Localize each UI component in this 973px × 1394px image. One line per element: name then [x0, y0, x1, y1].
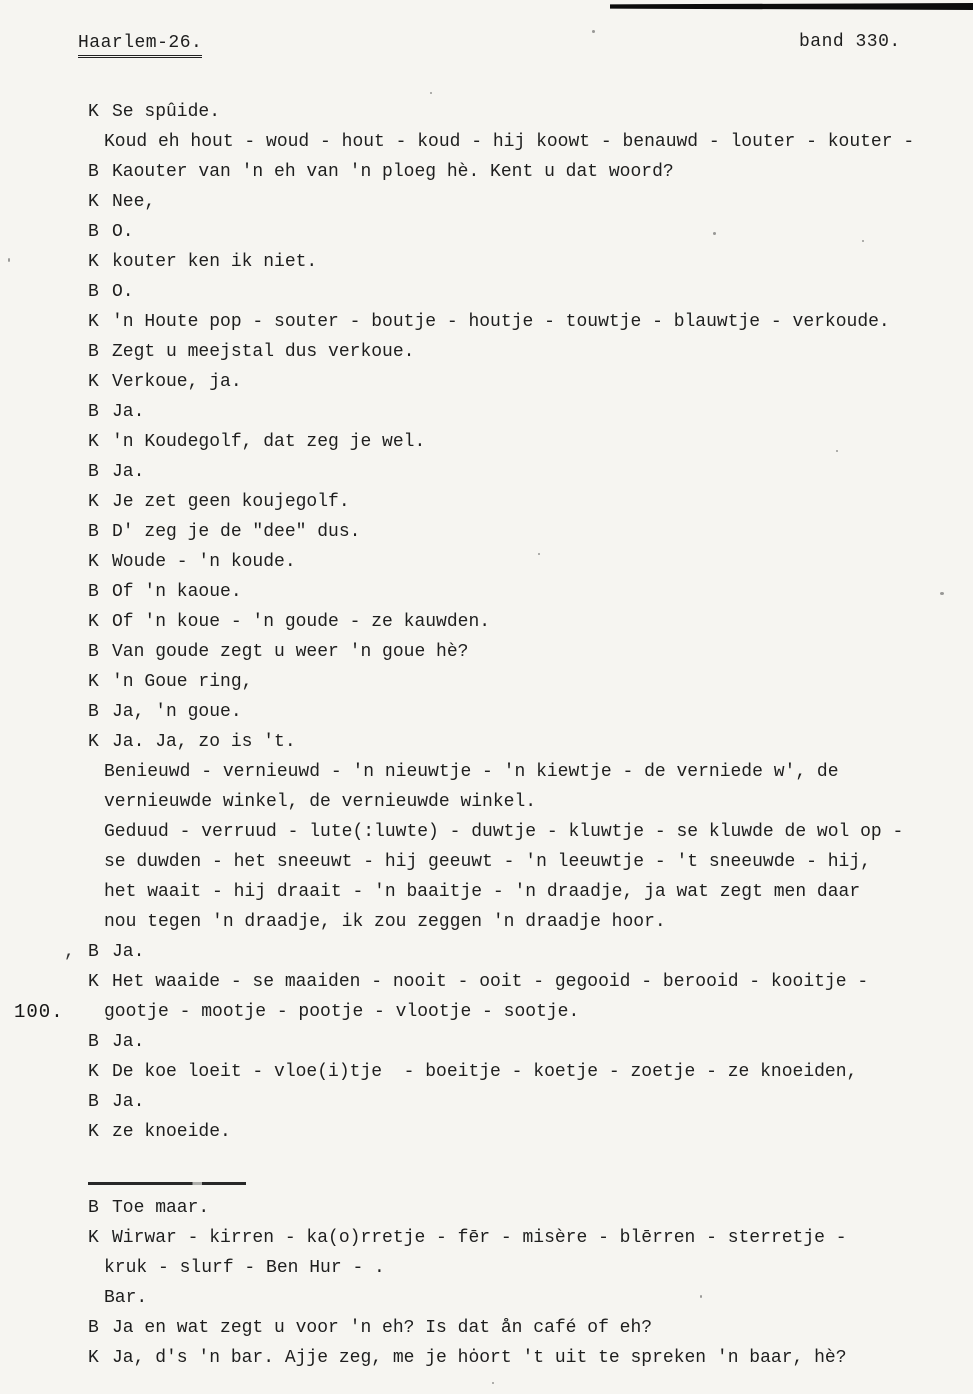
utterance-text: O.: [112, 282, 134, 302]
scan-speck: [862, 240, 864, 242]
speaker-label: B: [88, 342, 99, 362]
speaker-label: B: [88, 222, 99, 242]
utterance-text: Ja.: [112, 402, 145, 422]
speaker-label: B: [88, 702, 99, 722]
scan-speck: [430, 92, 432, 94]
utterance-text: Ja, 'n goue.: [112, 702, 242, 722]
dialogue-line: [0, 1253, 973, 1283]
speaker-label: K: [88, 1228, 99, 1248]
utterance-text: Ja en wat zegt u voor 'n eh? Is dat ån café of eh?: [112, 1318, 653, 1338]
dialogue-line: [0, 877, 973, 907]
utterance-text: het waait - hij draait - 'n baaitje - 'n draadje, ja wat zegt men daar: [104, 882, 861, 902]
speaker-label: B: [88, 1092, 99, 1112]
speaker-label: B: [88, 462, 99, 482]
utterance-text: Bar.: [104, 1288, 148, 1308]
scan-ink-artifact: ,: [64, 942, 75, 962]
scan-speck: [492, 1382, 494, 1384]
speaker-label: B: [88, 1032, 99, 1052]
dialogue-line: [0, 1343, 973, 1373]
utterance-text: Kaouter van 'n eh van 'n ploeg hè. Kent u dat woord?: [112, 162, 674, 182]
speaker-label: K: [88, 672, 99, 692]
scan-speck: [940, 592, 944, 595]
utterance-text: Woude - 'n koude.: [112, 552, 296, 572]
utterance-text: ze knoeide.: [112, 1122, 231, 1142]
dialogue-line: [0, 967, 973, 997]
speaker-label: B: [88, 1318, 99, 1338]
utterance-text: nou tegen 'n draadje, ik zou zeggen 'n draadje hoor.: [104, 912, 666, 932]
dialogue-line: [0, 817, 973, 847]
utterance-text: D' zeg je de "dee" dus.: [112, 522, 361, 542]
speaker-label: K: [88, 1122, 99, 1142]
utterance-text: vernieuwde winkel, de vernieuwde winkel.: [104, 792, 537, 812]
utterance-text: O.: [112, 222, 134, 242]
utterance-text: Verkoue, ja.: [112, 372, 242, 392]
dialogue-line: [0, 277, 973, 307]
dialogue-line: [0, 307, 973, 337]
dialogue-line: [0, 1117, 973, 1147]
dialogue-line: [0, 1193, 973, 1223]
speaker-label: B: [88, 942, 99, 962]
dialogue-line: [0, 697, 973, 727]
utterance-text: 'n Houte pop - souter - boutje - houtje - touwtje - blauwtje - verkoude.: [112, 312, 890, 332]
utterance-text: kruk - slurf - Ben Hur - .: [104, 1258, 385, 1278]
utterance-text: se duwden - het sneeuwt - hij geeuwt - 'n leeuwtje - 't sneeuwde - hij,: [104, 852, 871, 872]
utterance-text: kouter ken ik niet.: [112, 252, 318, 272]
utterance-text: Het waaide - se maaiden - nooit - ooit - gegooid - berooid - kooitje -: [112, 972, 869, 992]
dialogue-line: [0, 577, 973, 607]
dialogue-line: [0, 217, 973, 247]
utterance-text: gootje - mootje - pootje - vlootje - sootje.: [104, 1002, 580, 1022]
utterance-text: Of 'n koue - 'n goude - ze kauwden.: [112, 612, 491, 632]
utterance-text: Van goude zegt u weer 'n goue hè?: [112, 642, 469, 662]
utterance-text: Wirwar - kirren - ka(o)rretje - fēr - misère - blērren - sterretje -: [112, 1228, 847, 1248]
utterance-text: Ja.: [112, 462, 145, 482]
section-divider-row: [0, 1147, 973, 1193]
utterance-text: Ja.: [112, 1092, 145, 1112]
dialogue-line: [0, 847, 973, 877]
dialogue-lines: [0, 97, 973, 1373]
dialogue-line: [0, 1057, 973, 1087]
dialogue-line: [0, 127, 973, 157]
margin-line-number: 100.: [14, 1001, 64, 1023]
dialogue-line: [0, 97, 973, 127]
utterance-text: De koe loeit - vloe(i)tje - boeitje - koetje - zoetje - ze knoeiden,: [112, 1062, 858, 1082]
speaker-label: K: [88, 1062, 99, 1082]
scan-speck: [713, 232, 716, 235]
dialogue-line: [0, 757, 973, 787]
dialogue-line: [0, 367, 973, 397]
dialogue-line: [0, 247, 973, 277]
speaker-label: K: [88, 102, 99, 122]
speaker-label: B: [88, 642, 99, 662]
speaker-label: K: [88, 552, 99, 572]
utterance-text: Ja.: [112, 1032, 145, 1052]
utterance-text: Ja. Ja, zo is 't.: [112, 732, 296, 752]
utterance-text: Toe maar.: [112, 1198, 210, 1218]
dialogue-line: [0, 1027, 973, 1057]
dialogue-line: [0, 727, 973, 757]
scan-speck: [700, 1295, 702, 1298]
dialogue-line: [0, 607, 973, 637]
section-divider: [88, 1182, 246, 1185]
speaker-label: B: [88, 1198, 99, 1218]
dialogue-line: [0, 547, 973, 577]
utterance-text: 'n Koudegolf, dat zeg je wel.: [112, 432, 426, 452]
utterance-text: Se spûide.: [112, 102, 221, 122]
speaker-label: B: [88, 522, 99, 542]
dialogue-line: [0, 997, 973, 1027]
speaker-label: K: [88, 972, 99, 992]
dialogue-line: [0, 1313, 973, 1343]
speaker-label: K: [88, 192, 99, 212]
utterance-text: Of 'n kaoue.: [112, 582, 242, 602]
dialogue-line: [0, 337, 973, 367]
speaker-label: B: [88, 582, 99, 602]
speaker-label: K: [88, 252, 99, 272]
dialogue-line: [0, 157, 973, 187]
dialogue-line: [0, 937, 973, 967]
dialogue-line: [0, 907, 973, 937]
speaker-label: B: [88, 162, 99, 182]
dialogue-line: [0, 487, 973, 517]
utterance-text: 'n Goue ring,: [112, 672, 253, 692]
dialogue-line: [0, 517, 973, 547]
utterance-text: Benieuwd - vernieuwd - 'n nieuwtje - 'n kiewtje - de verniede w', de: [104, 762, 839, 782]
utterance-text: Koud eh hout - woud - hout - koud - hij koowt - benauwd - louter - kouter -: [104, 132, 915, 152]
dialogue-line: [0, 667, 973, 697]
dialogue-transcript: [0, 97, 973, 1373]
dialogue-line: [0, 187, 973, 217]
dialogue-line: [0, 397, 973, 427]
dialogue-line: [0, 787, 973, 817]
speaker-label: K: [88, 372, 99, 392]
speaker-label: K: [88, 732, 99, 752]
dialogue-line: [0, 1087, 973, 1117]
speaker-label: K: [88, 492, 99, 512]
scan-speck: [8, 258, 10, 262]
scan-edge-artifact: [610, 3, 973, 10]
utterance-text: Ja, d's 'n bar. Ajje zeg, me je hȯort 't uit te spreken 'n baar, hè?: [112, 1348, 847, 1368]
page-title: Haarlem-26.: [78, 33, 202, 58]
speaker-label: B: [88, 282, 99, 302]
utterance-text: Nee,: [112, 192, 156, 212]
speaker-label: K: [88, 612, 99, 632]
dialogue-line: [0, 427, 973, 457]
band-label: band 330.: [799, 32, 901, 52]
scan-speck: [592, 30, 595, 33]
dialogue-line: [0, 637, 973, 667]
utterance-text: Ja.: [112, 942, 145, 962]
scan-speck: [538, 553, 540, 555]
speaker-label: B: [88, 402, 99, 422]
speaker-label: K: [88, 312, 99, 332]
speaker-label: K: [88, 1348, 99, 1368]
utterance-text: Zegt u meejstal dus verkoue.: [112, 342, 415, 362]
dialogue-line: [0, 1283, 973, 1313]
utterance-text: Je zet geen koujegolf.: [112, 492, 350, 512]
speaker-label: K: [88, 432, 99, 452]
dialogue-line: [0, 1223, 973, 1253]
utterance-text: Geduud - verruud - lute(:luwte) - duwtje - kluwtje - se kluwde de wol op -: [104, 822, 904, 842]
scan-speck: [836, 450, 838, 452]
dialogue-line: [0, 457, 973, 487]
